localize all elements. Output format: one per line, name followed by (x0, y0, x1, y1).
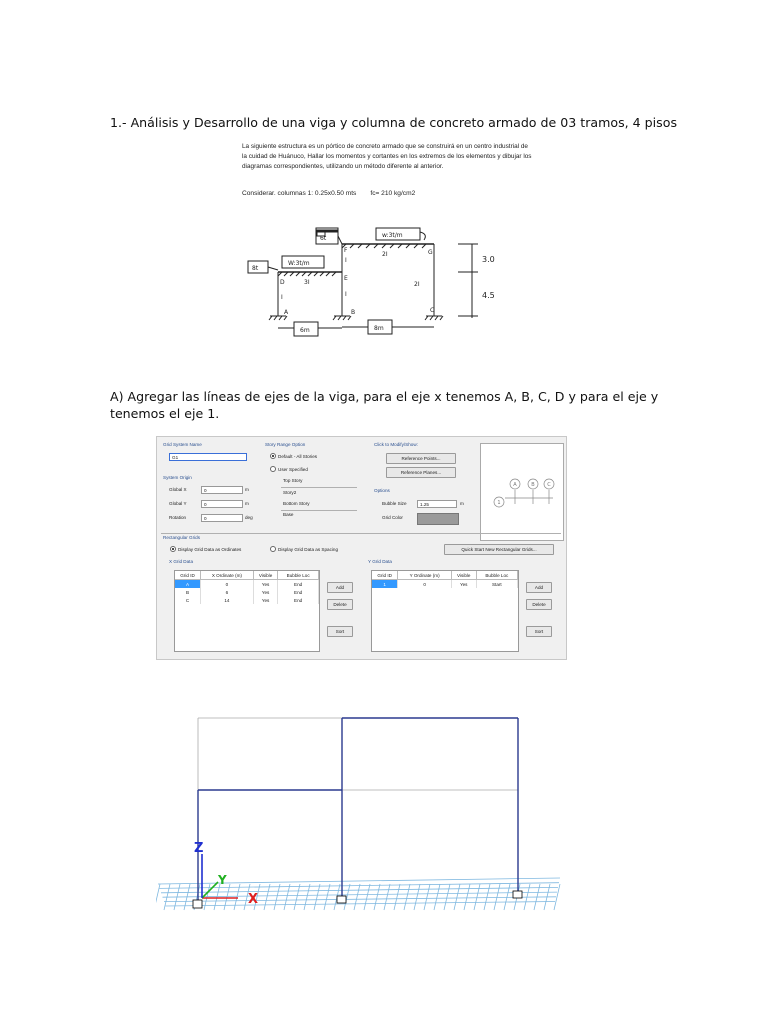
node-F: F (344, 247, 348, 254)
reference-points-button[interactable]: Reference Points... (386, 453, 456, 464)
x-delete-button[interactable]: Delete (327, 599, 353, 610)
quick-start-button[interactable]: Quick Start New Rectangular Grids... (444, 544, 554, 555)
table-row[interactable] (175, 580, 319, 589)
bottom-story-label: Bottom Story (283, 501, 310, 506)
y-delete-button[interactable]: Delete (526, 599, 552, 610)
table-cell[interactable]: C (175, 596, 201, 604)
grid-preview (480, 443, 564, 541)
table-cell[interactable]: Yes (451, 580, 476, 589)
span-6m: 6m (300, 327, 310, 334)
table-cell[interactable]: End (278, 580, 319, 589)
table-cell[interactable]: 14 (201, 596, 254, 604)
table-cell[interactable]: 0 (201, 580, 254, 589)
heading-1: 1.- Análisis y Desarrollo de una viga y columna de concreto armado de 03 tramos, 4 pisos (110, 115, 678, 130)
x-grid-label: X Grid Data (169, 559, 193, 564)
w-low-label: W:3t/m (288, 260, 310, 267)
preview-bubble-1: 1 (497, 500, 501, 506)
node-A: A (284, 309, 289, 316)
load-6t: 6t (320, 235, 327, 242)
global-y-input[interactable]: 0 (201, 500, 243, 508)
global-y-label: Global Y (169, 501, 187, 506)
x-sort-button[interactable]: Sort (327, 626, 353, 637)
rectangular-grids-label: Rectangular Grids (163, 535, 201, 540)
axis-z-label: Z (194, 841, 204, 856)
x-grid-header-2: Visible (253, 571, 278, 580)
label-I-a: I (281, 294, 283, 301)
global-y-unit: m (245, 501, 249, 506)
3d-model-view[interactable] (156, 712, 566, 923)
table-cell[interactable]: End (278, 596, 319, 604)
display-spacing-radio[interactable] (270, 546, 276, 552)
table-cell[interactable]: Yes (253, 596, 278, 604)
reference-planes-button[interactable]: Reference Planes... (386, 467, 456, 478)
table-cell[interactable]: 6 (201, 588, 254, 596)
axis-x-label: X (248, 892, 259, 907)
table-row[interactable] (175, 588, 319, 596)
height-45: 4.5 (482, 291, 495, 300)
y-add-button[interactable]: Add (526, 582, 552, 593)
load-8t: 8t (252, 265, 259, 272)
bubble-size-input[interactable]: 1.25 (417, 500, 457, 508)
system-origin-label: System Origin (163, 475, 192, 480)
node-G: G (428, 249, 433, 256)
table-cell[interactable]: A (175, 580, 201, 589)
label-2I-top: 2I (382, 251, 388, 258)
preview-bubble-c: C (547, 482, 551, 488)
x-grid-header-1: X Ordinate (m) (201, 571, 254, 580)
story2-value[interactable]: Story2 (283, 490, 297, 495)
table-cell[interactable]: Start (476, 580, 517, 589)
w-top-label: w:3t/m (382, 232, 403, 239)
global-x-label: Global X (169, 487, 187, 492)
table-row[interactable] (175, 596, 319, 604)
preview-bubble-a: A (513, 482, 517, 488)
problem-text: La siguiente estructura es un pórtico de concreto armado que se construirá en un centro industrial de la cuidad de Huánuco, Hallar los momentos y cortantes en los extremos de los elementos y dibujar los diagramas correspondientes, utilizando un método diferente al anterior. (242, 143, 532, 170)
story-default-radio[interactable] (270, 453, 276, 459)
preview-bubble-b: B (531, 482, 535, 488)
display-ordinates-label: Display Grid Data as Ordinates (178, 547, 242, 552)
node-C: C (430, 307, 435, 314)
x-grid-table[interactable] (174, 570, 320, 652)
display-spacing-label: Display Grid Data as Spacing (278, 547, 339, 552)
y-grid-table[interactable] (371, 570, 519, 652)
base-value[interactable]: Base (283, 512, 294, 517)
span-8m: 8m (374, 325, 384, 332)
click-modify-label: Click to Modify/Show: (374, 442, 418, 447)
y-grid-header-2: Visible (451, 571, 476, 580)
options-label: Options (374, 488, 390, 493)
story-user-label: User Specified (278, 467, 308, 472)
height-3: 3.0 (482, 255, 495, 264)
rotation-input[interactable]: 0 (201, 514, 243, 522)
y-grid-header-3: Bubble Loc (476, 571, 517, 580)
label-2I-right: 2I (414, 281, 420, 288)
grid-color-swatch[interactable] (417, 513, 459, 525)
frame-sketch (238, 140, 536, 340)
label-I-c: I (345, 291, 347, 298)
y-grid-header-0: Grid ID (372, 571, 398, 580)
table-cell[interactable]: 0 (398, 580, 451, 589)
table-cell[interactable]: 1 (372, 580, 398, 589)
table-cell[interactable]: Yes (253, 580, 278, 589)
bubble-size-label: Bubble Size (382, 501, 407, 506)
fc-text: fc= 210 kg/cm2 (370, 190, 416, 197)
grid-system-name-input[interactable]: G1 (169, 453, 247, 461)
x-grid-header-3: Bubble Loc (278, 571, 319, 580)
display-ordinates-radio[interactable] (170, 546, 176, 552)
global-x-unit: m (245, 487, 249, 492)
x-grid-header-0: Grid ID (175, 571, 201, 580)
story-range-label: Story Range Option (265, 442, 306, 447)
grid-color-label: Grid Color (382, 515, 403, 520)
grid-system-name-label: Grid System Name (163, 442, 202, 447)
y-sort-button[interactable]: Sort (526, 626, 552, 637)
node-E: E (344, 275, 348, 282)
global-x-input[interactable]: 0 (201, 486, 243, 494)
story-user-radio[interactable] (270, 466, 276, 472)
node-D: D (280, 279, 285, 286)
table-cell[interactable]: Yes (253, 588, 278, 596)
rotation-unit: deg (245, 515, 253, 520)
rotation-label: Rotation (169, 515, 187, 520)
bubble-size-unit: m (460, 501, 464, 506)
problem-figure (238, 140, 536, 340)
heading-2: A) Agregar las líneas de ejes de la viga, para el eje x tenemos A, B, C, D y para el eje y tenemos el eje 1. (110, 389, 659, 421)
node-B: B (351, 309, 356, 316)
define-grid-dialog (156, 436, 567, 660)
consider-text: Considerar. columnas 1: 0.25x0.50 mts (242, 190, 357, 197)
axis-y-label: Y (218, 873, 227, 887)
table-cell[interactable]: End (278, 588, 319, 596)
story-default-label: Default - All Stories (278, 454, 318, 459)
x-add-button[interactable]: Add (327, 582, 353, 593)
table-cell[interactable]: B (175, 588, 201, 596)
label-I-b: I (345, 257, 347, 264)
table-row[interactable] (372, 580, 518, 589)
top-story-label: Top Story (283, 478, 303, 483)
y-grid-header-1: Y Ordinate (m) (398, 571, 451, 580)
label-3I: 3I (304, 279, 310, 286)
y-grid-label: Y Grid Data (368, 559, 392, 564)
